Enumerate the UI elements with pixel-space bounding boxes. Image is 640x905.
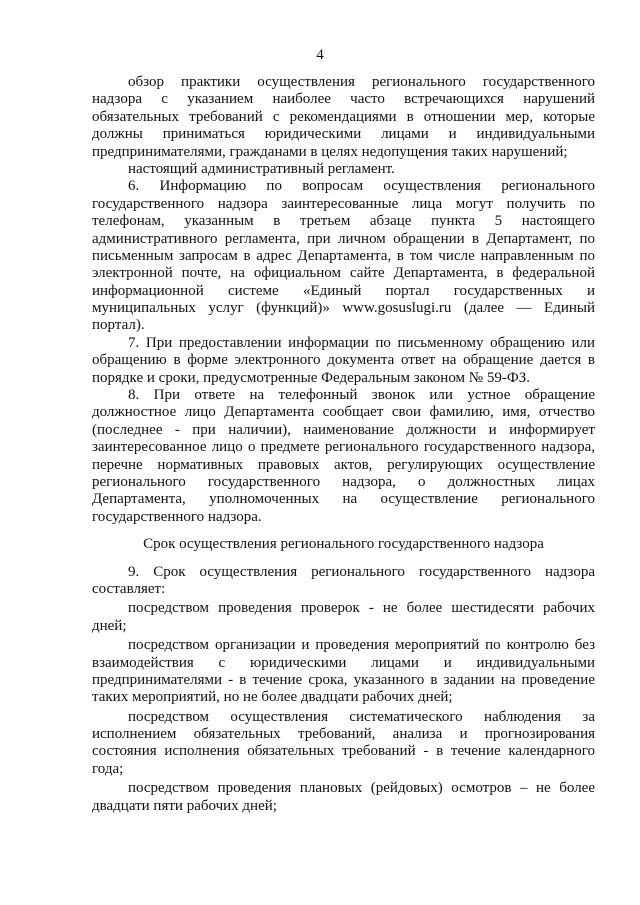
text-line: административного регламента, при личном обращении в Департамент, по (92, 230, 595, 247)
text-line: взаимодействия с юридическими лицами и индивидуальными (92, 654, 595, 671)
text-line: состояния исполнения обязательных требований - в течение календарного (92, 743, 595, 760)
text-line: дней; (92, 617, 127, 634)
document-body (92, 74, 595, 815)
text-line: должны приниматься юридическими лицами и индивидуальными (92, 126, 595, 143)
text-line: заинтересованное лицо о предмете регионального государственного надзора, (92, 439, 595, 456)
text-line: таких мероприятий, но не более двадцати рабочих дней; (92, 689, 453, 706)
text-line: посредством организации и проведения мероприятий по контролю без (128, 637, 595, 654)
text-line: письменным запросам в адрес Департамента, в том числе направленным по (92, 247, 595, 264)
text-line: должностное лицо Департамента сообщает свои фамилию, имя, отчество (92, 404, 595, 421)
paragraph-overview (92, 74, 595, 161)
text-line: портал). (92, 317, 145, 334)
text-line: государственного надзора. (92, 508, 262, 525)
text-line: электронной почте, на официальном сайте Департамента, в федеральной (92, 265, 595, 282)
text-line: обязательных требований с рекомендациями в отношении мер, которые (92, 108, 595, 125)
page-number: 4 (316, 47, 324, 63)
paragraph-raids (92, 780, 595, 815)
text-line: посредством проведения проверок - не более шестидесяти рабочих (128, 600, 595, 617)
text-line: предпринимателями, гражданами в целях недопущения таких нарушений; (92, 143, 568, 160)
text-line: муниципальных услуг (функций)» www.gosuslugi.ru (далее — Единый (92, 300, 595, 317)
text-line: (последнее - при наличии), наименование должности и информирует (92, 421, 595, 438)
text-line: телефонам, указанным в третьем абзаце пункта 5 настоящего (92, 213, 595, 230)
text-line: исполнением обязательных требований, анализа и прогнозирования (92, 726, 595, 743)
paragraph-regulation (92, 161, 595, 178)
paragraph-item-6 (92, 178, 595, 335)
text-line: посредством осуществления систематического наблюдения за (128, 708, 595, 725)
paragraph-inspections (92, 600, 595, 635)
text-line: перечне нормативных правовых актов, регулирующих осуществление (92, 456, 595, 473)
paragraph-observation (92, 709, 595, 779)
text-line: обзор практики осуществления регионального государственного (128, 74, 595, 90)
text-line: порядке и сроки, предусмотренные Федеральным законом № 59-ФЗ. (92, 369, 530, 386)
text-line: надзора с указанием наиболее часто встречающихся нарушений (92, 91, 595, 108)
text-line: государственного надзора заинтересованные лица могут получить по (92, 195, 595, 212)
text-line: посредством проведения плановых (рейдовых) осмотров – не более (128, 780, 595, 797)
text-line: 9. Срок осуществления регионального государственного надзора (128, 563, 595, 580)
text-line: 6. Информацию по вопросам осуществления регионального (128, 178, 595, 195)
paragraph-item-9 (92, 564, 595, 599)
text-line: Департамента, уполномоченных на осуществление регионального (92, 491, 595, 508)
text-line: 7. При предоставлении информации по письменному обращению или (128, 334, 595, 351)
text-line: информационной системе «Единый портал государственных и (92, 282, 595, 299)
text-line: предпринимателями - в течение срока, указанного в задании на проведение (92, 671, 595, 688)
paragraph-item-7 (92, 335, 595, 387)
text-line: настоящий административный регламент. (128, 160, 395, 177)
text-line: обращению в форме электронного документа ответ на обращение дается в (92, 352, 595, 369)
section-heading (92, 536, 595, 553)
paragraph-control-measures (92, 637, 595, 707)
section-heading-text: Срок осуществления регионального государственного надзора (143, 536, 544, 553)
text-line: двадцати пяти рабочих дней; (92, 797, 277, 814)
text-line: 8. При ответе на телефонный звонок или устное обращение (128, 387, 595, 404)
text-line: составляет: (92, 580, 166, 597)
text-line: года; (92, 760, 124, 777)
paragraph-item-8 (92, 387, 595, 526)
text-line: регионального государственного надзора, о должностных лицах (92, 473, 595, 490)
